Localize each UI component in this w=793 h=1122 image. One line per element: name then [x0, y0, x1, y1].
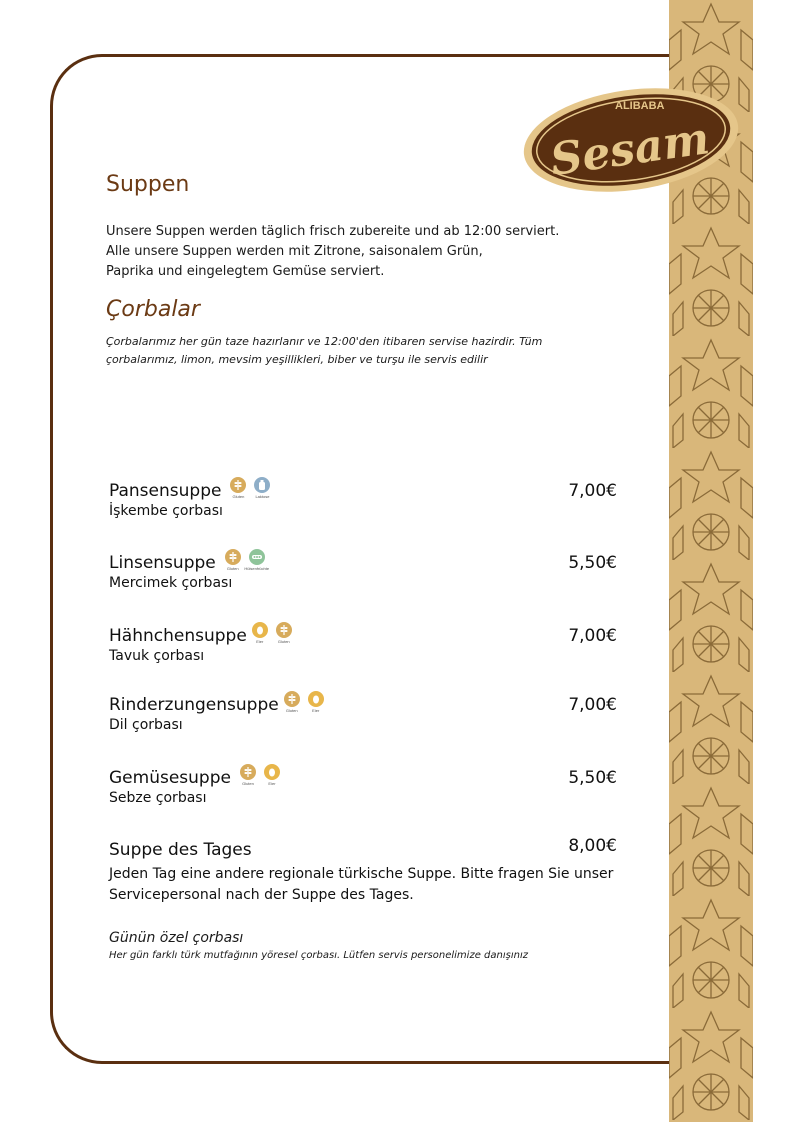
special-title-tr: Günün özel çorbası	[109, 930, 244, 946]
wheat-icon	[284, 691, 300, 707]
section-intro-de: Unsere Suppen werden täglich frisch zubereite und ab 12:00 serviert. Alle unsere Suppen werden mit Zitrone, saisonalem Grün, Paprika und eingelegtem Gemüse serviert.	[106, 224, 560, 279]
brand-logo	[520, 84, 742, 194]
wheat-icon	[276, 622, 292, 638]
brand-top-text: ALIBABA	[615, 100, 665, 112]
allergen-list	[224, 549, 270, 571]
menu-item	[109, 553, 617, 591]
item-subtitle: İşkembe çorbası	[109, 503, 223, 519]
brand-name-text: Sesam	[547, 113, 713, 186]
allergen-gluten: Gluten	[229, 477, 247, 499]
allergen-list	[239, 764, 281, 786]
section-title-tr: Çorbalar	[106, 297, 200, 322]
item-subtitle: Tavuk çorbası	[109, 648, 205, 664]
legume-icon	[249, 549, 265, 565]
menu-item	[109, 768, 617, 806]
allergen-egg: Eier	[251, 622, 269, 644]
special-description-de: Jeden Tag eine andere regionale türkische Suppe. Bitte fragen Sie unser Servicepersonal nach der Suppe des Tages.	[109, 866, 614, 903]
special-item	[109, 836, 617, 906]
allergen-gluten: Gluten	[224, 549, 242, 571]
item-name: Suppe des Tages	[109, 840, 252, 860]
item-price: 7,00€	[568, 626, 617, 646]
wheat-icon	[240, 764, 256, 780]
allergen-list	[251, 622, 293, 644]
item-subtitle: Mercimek çorbası	[109, 575, 233, 591]
wheat-icon	[225, 549, 241, 565]
item-name: Linsensuppe	[109, 553, 216, 573]
allergen-egg: Eier	[307, 691, 325, 713]
item-price: 5,50€	[568, 768, 617, 788]
section-intro-tr: Çorbalarımız her gün taze hazırlanır ve 12:00'den itibaren servise hazirdir. Tüm çorbalarımız, limon, mevsim yeşillikleri, biber ve turşu ile servis edilir	[106, 335, 543, 366]
wheat-icon	[230, 477, 246, 493]
allergen-list	[229, 477, 271, 499]
allergen-list	[283, 691, 325, 713]
item-name: Rinderzungensuppe	[109, 695, 279, 715]
allergen-gluten: Gluten	[275, 622, 293, 644]
allergen-lactose: Laktose	[253, 477, 271, 499]
item-name: Gemüsesuppe	[109, 768, 231, 788]
section-title-de: Suppen	[106, 172, 190, 197]
item-subtitle: Dil çorbası	[109, 717, 183, 733]
item-name: Pansensuppe	[109, 481, 222, 501]
allergen-gluten: Gluten	[239, 764, 257, 786]
item-subtitle: Sebze çorbası	[109, 790, 207, 806]
item-price: 5,50€	[568, 553, 617, 573]
allergen-legumes: Hülsenfrüchte	[248, 549, 266, 571]
item-name: Hähnchensuppe	[109, 626, 247, 646]
allergen-egg: Eier	[263, 764, 281, 786]
item-price: 8,00€	[568, 836, 617, 856]
special-description-tr: Her gün farklı türk mutfağının yöresel çorbası. Lütfen servis personelimize danışınız	[109, 950, 528, 961]
item-price: 7,00€	[568, 481, 617, 501]
egg-icon	[252, 622, 268, 638]
milk-bottle-icon	[254, 477, 270, 493]
egg-icon	[264, 764, 280, 780]
item-price: 7,00€	[568, 695, 617, 715]
menu-item	[109, 695, 617, 733]
allergen-gluten: Gluten	[283, 691, 301, 713]
menu-item	[109, 626, 617, 664]
egg-icon	[308, 691, 324, 707]
menu-item	[109, 481, 617, 519]
